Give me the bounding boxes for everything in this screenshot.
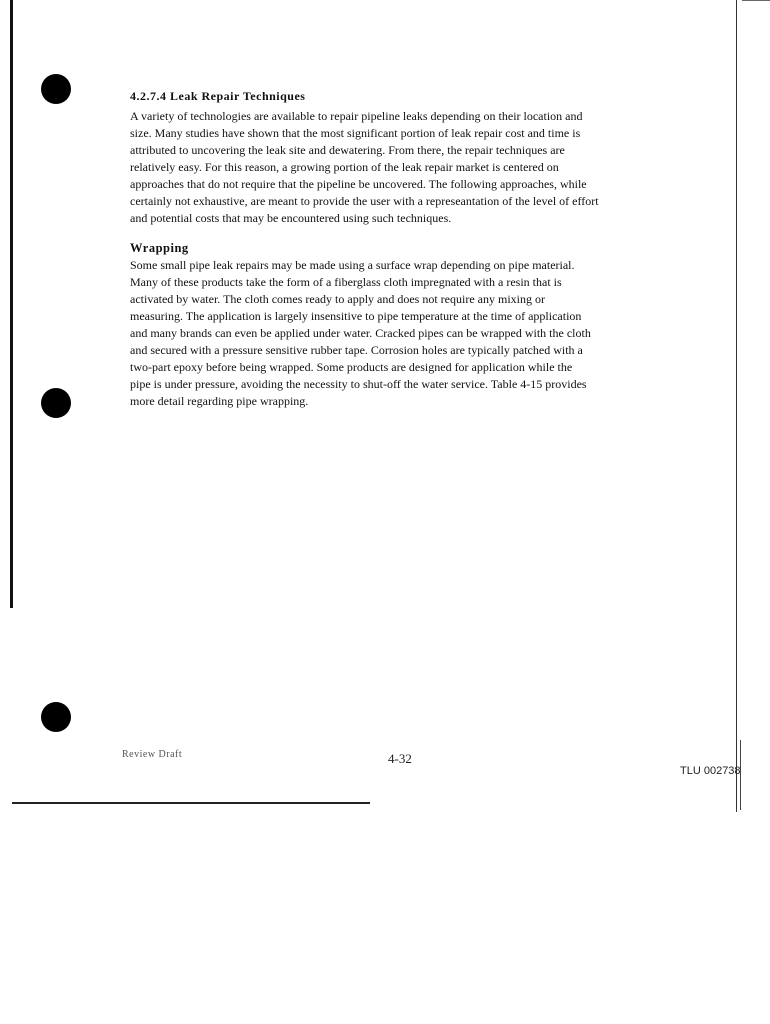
section-heading: 4.2.7.4 Leak Repair Techniques xyxy=(130,89,306,103)
paragraph-line: Some small pipe leak repairs may be made using a surface wrap depending on pipe material. xyxy=(130,258,575,272)
paragraph-line: and secured with a pressure sensitive rubber tape. Corrosion holes are typically patched with a xyxy=(130,343,583,357)
body-content xyxy=(130,89,690,410)
punch-hole-top xyxy=(41,74,71,104)
footer-draft-label: Review Draft xyxy=(122,749,183,760)
paragraph-line: approaches that do not require that the pipeline be uncovered. The following approaches, while xyxy=(130,177,587,191)
paragraph-line: A variety of technologies are available to repair pipeline leaks depending on their location and xyxy=(130,109,583,123)
paragraph-line: and potential costs that may be encountered using such techniques. xyxy=(130,211,452,225)
wrapping-heading: Wrapping xyxy=(130,241,189,255)
footer-page-number: 4-32 xyxy=(388,751,412,766)
right-edge-line xyxy=(736,0,737,812)
punch-hole-bottom xyxy=(41,702,71,732)
top-right-tick xyxy=(742,0,770,1)
wrapping-paragraph xyxy=(130,257,690,410)
paragraph-line: relatively easy. For this reason, a growing portion of the leak repair market is centered on xyxy=(130,160,559,174)
paragraph-line: activated by water. The cloth comes ready to apply and does not require any mixing or xyxy=(130,292,545,306)
punch-hole-middle xyxy=(41,388,71,418)
paragraph-line: and many brands can even be applied under water. Cracked pipes can be wrapped with the cloth xyxy=(130,326,591,340)
paragraph-line: two-part epoxy before being wrapped. Some products are designed for application while the xyxy=(130,360,573,374)
paragraph-line: Many of these products take the form of a fiberglass cloth impregnated with a resin that is xyxy=(130,275,562,289)
paragraph-line: size. Many studies have shown that the most significant portion of leak repair cost and time is xyxy=(130,126,581,140)
left-margin-bar xyxy=(10,0,13,608)
paragraph-line: certainly not exhaustive, are meant to provide the user with a represeantation of the level of effort xyxy=(130,194,599,208)
paragraph-line: measuring. The application is largely insensitive to pipe temperature at the time of application xyxy=(130,309,582,323)
section-paragraph xyxy=(130,108,690,227)
paragraph-line: more detail regarding pipe wrapping. xyxy=(130,394,309,408)
paragraph-line: pipe is under pressure, avoiding the necessity to shut-off the water service. Table 4-15 provides xyxy=(130,377,587,391)
paragraph-line: attributed to uncovering the leak site and dewatering. From there, the repair techniques are xyxy=(130,143,565,157)
bottom-rule-line xyxy=(12,802,370,804)
footer-bates-number: TLU 002738 xyxy=(680,765,741,777)
